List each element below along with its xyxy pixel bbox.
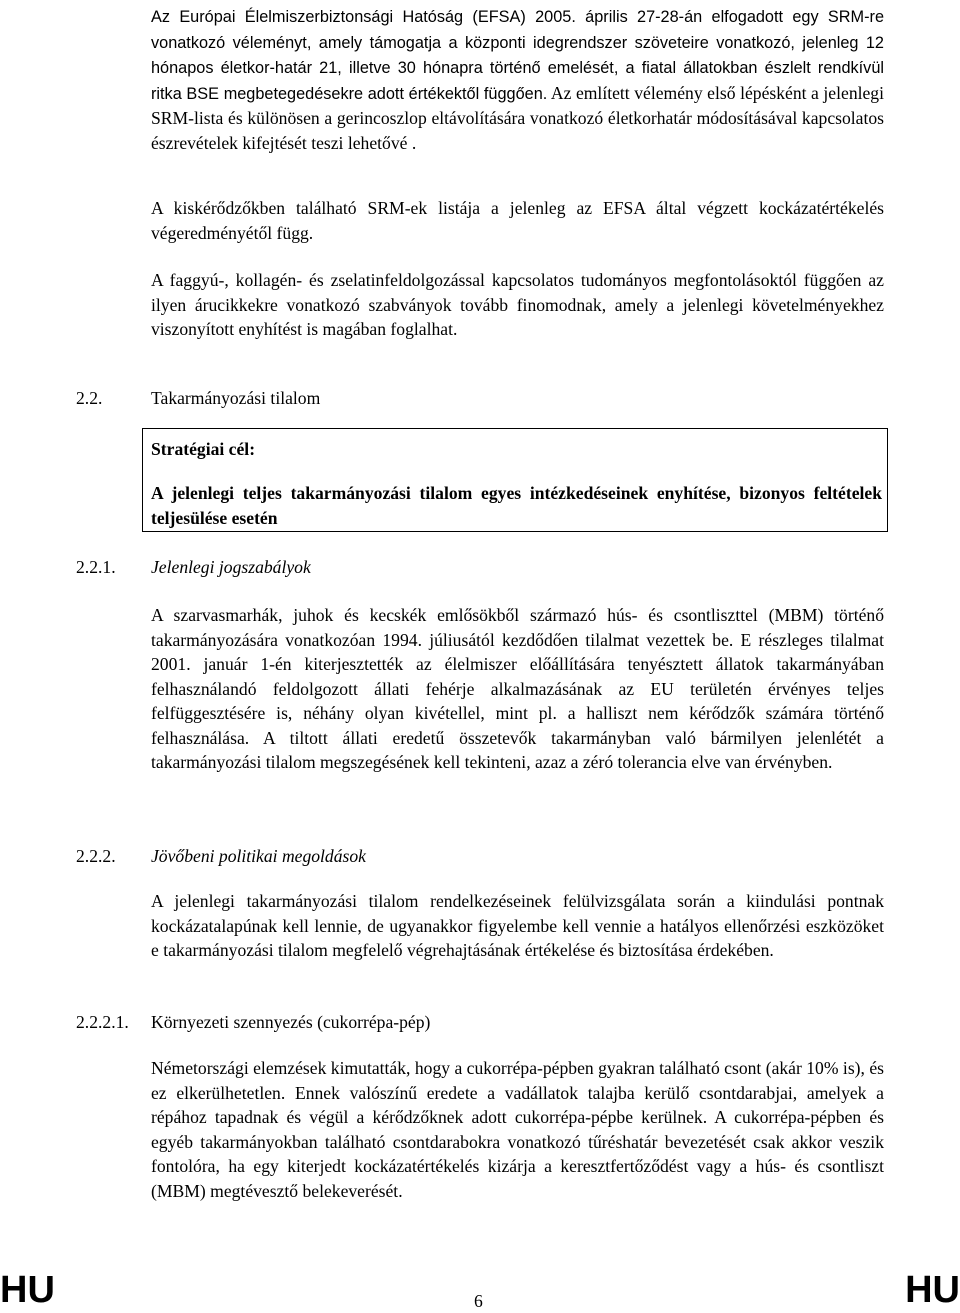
section-2-2-2-1-title: Környezeti szennyezés (cukorrépa-pép)	[151, 1012, 431, 1032]
paragraph-tallow-collagen-gelatin: A faggyú-, kollagén- és zselatinfeldolgozással kapcsolatos tudományos megfontolásoktól függően az ilyen árucikkekre vonatkozó szabványok tovább finomodnak, amely a jelenlegi követelményekhez viszonyított enyhítést is magában foglalhat.	[151, 270, 884, 339]
section-2-2-1-title: Jelenlegi jogszabályok	[151, 557, 311, 577]
footer-language-label-right: HU	[905, 1269, 960, 1311]
paragraph-efsa-opinion	[151, 4, 884, 155]
paragraph-small-ruminants-srm: A kiskérődzőkben található SRM-ek listája a jelenleg az EFSA által végzett kockázatértékelés végeredményétől függ.	[151, 198, 884, 243]
strategic-goal-text: A jelenlegi teljes takarmányozási tilalom egyes intézkedéseinek enyhítése, bizonyos feltételek teljesülése esetén	[151, 483, 882, 528]
section-2-2-number: 2.2.	[76, 388, 103, 408]
paragraph-future-policy: A jelenlegi takarmányozási tilalom rendelkezéseinek felülvizsgálata során a kiindulási pontnak kockázatalapúnak kell lennie, de ugyanakkor figyelembe kell vennie a hatályos ellenőrzési eszközöket e takarmányozási tilalom megfelelő végrehajtásának értékelése és biztosítása érdekében.	[151, 891, 884, 960]
section-2-2-1-number: 2.2.1.	[76, 557, 116, 577]
footer-language-label-left: HU	[0, 1269, 55, 1311]
page-number: 6	[474, 1291, 483, 1311]
section-2-2-2-number: 2.2.2.	[76, 846, 116, 866]
paragraph-efsa-opinion-part2: Az említett vélemény első lépésként a jelenlegi SRM-lista és különösen a gerincoszlop eltávolítására vonatkozó életkorhatár módosításával kapcsolatos észrevételek kifejtését teszi lehetővé .	[151, 82, 884, 153]
paragraph-current-legislation: A szarvasmarhák, juhok és kecskék emlősökből származó hús- és csontliszttel (MBM) történő takarmányozására vonatkozóan 1994. júliusától kezdődően tilalmat vezettek be. E részleges tilalmat 2001. január 1-én kiterjesztették az élelmiszer előállítására tenyésztett állatok takarmányában felhasználandó feldolgozott állati fehérje alkalmazásának az EU területén érvényes teljes felfüggesztésére is, néhány olyan kivétellel, mint pl. a halliszt nem kérődzők számára történő felhasználása. A tiltott állati eredetű összetevők takarmányban való bármilyen jelenlétét a takarmányozási tilalom megszegésének kell tekinteni, azaz a zéró tolerancia elve van érvényben.	[151, 605, 884, 772]
paragraph-sugar-beet-pulp: Németországi elemzések kimutatták, hogy a cukorrépa-pépben gyakran található csont (akár 10% is), és ez elkerülhetetlen. Ennek valószínű eredete a vadállatok talajba kerülő csontdarabjai, amelyek a répához tapadnak és végül a kérődzőknek adott cukorrépa-pépbe kerülnek. A cukorrépa-pépben és egyéb takarmányokban található csontdarabokra vonatkozó tűréshatár bevezetését csak akkor veszik fontolóra, ha egy kiterjedt kockázatértékelés kizárja a keresztfertőződést vagy a hús- és csontliszt (MBM) megtévesztő belekeverését.	[151, 1058, 884, 1201]
strategic-goal-title: Stratégiai cél:	[151, 439, 256, 459]
section-2-2-2-1-number: 2.2.2.1.	[76, 1012, 129, 1032]
paragraph-efsa-opinion-part1: Az Európai Élelmiszerbiztonsági Hatóság (EFSA) 2005. április 27-28-án elfogadott egy SRM-re vonatkozó véleményt, amely támogatja a központi idegrendszer szöveteire vonatkozó, jelenleg 12 hónapos életkor-határ 21, illetve 30 hónapra történő emelését, a fiatal állatokban észlelt rendkívül ritka BSE megbetegedésekre adott értékektől függően.	[151, 8, 884, 103]
section-2-2-2-title: Jövőbeni politikai megoldások	[151, 846, 366, 866]
strategic-goal-box	[142, 428, 888, 532]
section-2-2-title: Takarmányozási tilalom	[151, 388, 321, 408]
